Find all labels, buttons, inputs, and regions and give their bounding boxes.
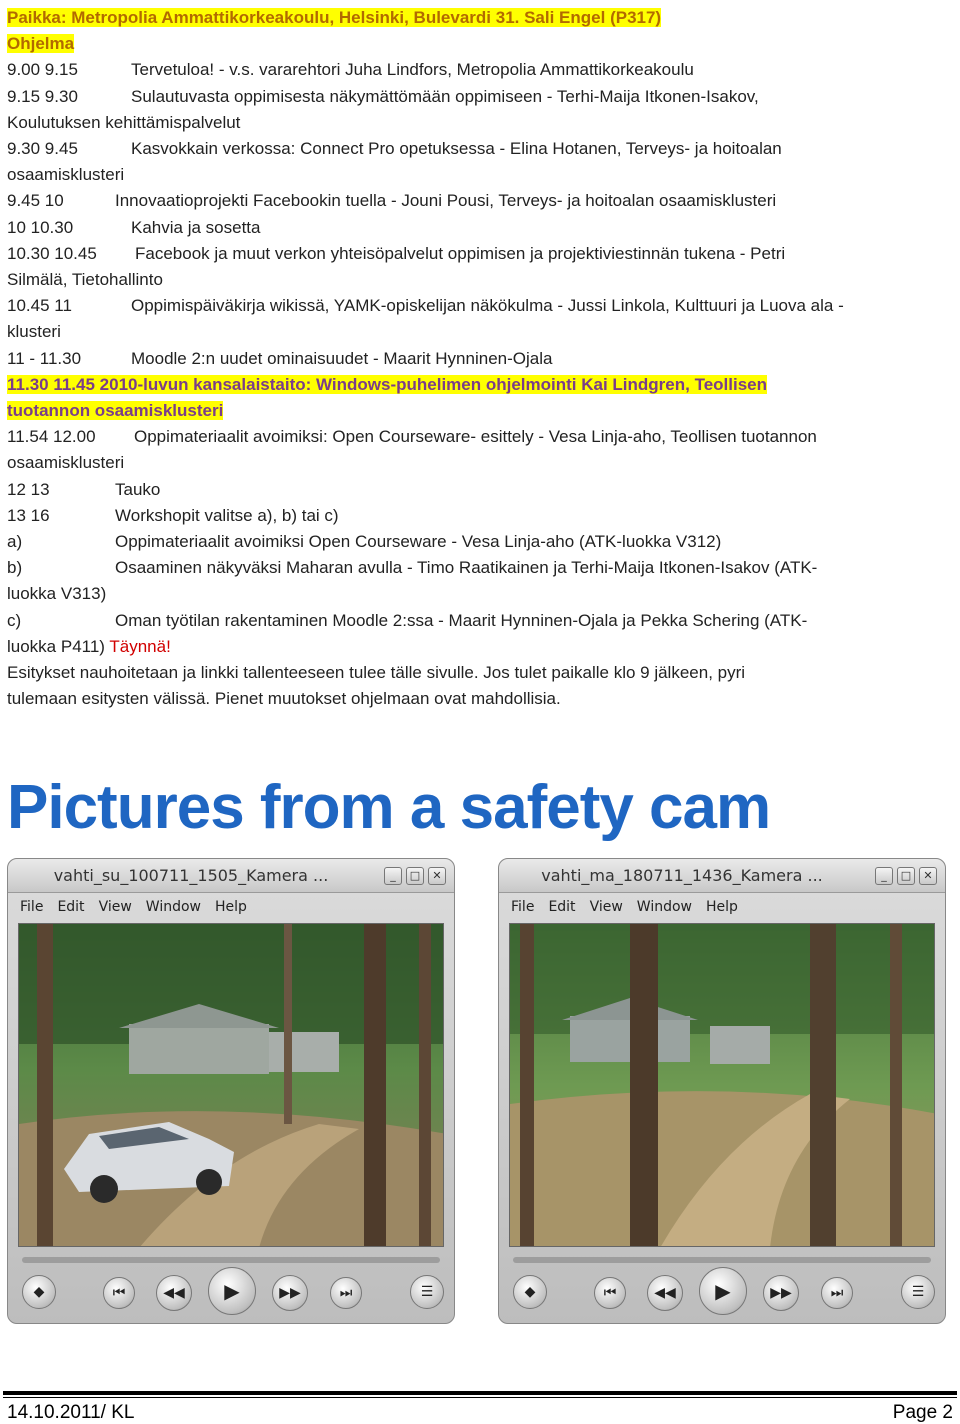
- window-title: vahti_ma_180711_1436_Kamera ...: [541, 866, 823, 885]
- menu-help[interactable]: Help: [706, 899, 738, 915]
- window-title: vahti_su_100711_1505_Kamera ...: [53, 866, 329, 885]
- agenda-item-cont: osaamisklusteri: [7, 453, 125, 473]
- agenda-item-cont: luokka V313): [7, 584, 107, 604]
- agenda-item-cont: osaamisklusteri: [7, 165, 125, 185]
- full-badge: Täynnä!: [109, 636, 171, 656]
- forest-scene: [510, 924, 935, 1247]
- options-icon[interactable]: ☰: [901, 1275, 935, 1309]
- highlight-item-cont: tuotannon osaamisklusteri: [7, 401, 224, 421]
- previous-icon[interactable]: ⏮: [594, 1277, 626, 1309]
- playback-controls: [8, 1251, 454, 1323]
- forest-scene: [19, 924, 444, 1247]
- next-icon[interactable]: ⏭: [821, 1277, 853, 1309]
- menu-help[interactable]: Help: [215, 899, 247, 915]
- close-icon[interactable]: ✕: [919, 867, 937, 885]
- agenda: [7, 5, 955, 712]
- agenda-item-cont: klusteri: [7, 322, 61, 342]
- agenda-item: a) Oppimateriaalit avoimiksi Open Courseware - Vesa Linja-aho (ATK-luokka V312): [7, 532, 722, 552]
- timeline-slider[interactable]: [22, 1257, 440, 1263]
- menu-window[interactable]: Window: [145, 899, 201, 915]
- play-icon[interactable]: ▶: [208, 1267, 256, 1315]
- video-player-window: [498, 858, 946, 1324]
- window-titlebar: [8, 859, 454, 893]
- agenda-item: 11 - 11.30 Moodle 2:n uudet ominaisuudet - Maarit Hynninen-Ojala: [7, 348, 553, 368]
- menu-view[interactable]: View: [589, 899, 623, 915]
- agenda-item: 10.30 10.45 Facebook ja muut verkon yhteisöpalvelut oppimisen ja projektiviestinnän tukena - Petri: [7, 243, 786, 263]
- menu-bar: [8, 895, 454, 919]
- agenda-item: 9.30 9.45 Kasvokkain verkossa: Connect Pro opetuksessa - Elina Hotanen, Terveys- ja hoitoalan: [7, 139, 782, 159]
- fast-forward-icon[interactable]: ▶▶: [272, 1275, 308, 1311]
- note-text: tulemaan esitysten välissä. Pienet muutokset ohjelmaan ovat mahdollisia.: [7, 689, 561, 709]
- agenda-item: b) Osaaminen näkyväksi Maharan avulla - Timo Raatikainen ja Terhi-Maija Itkonen-Isakov (ATK-: [7, 558, 818, 578]
- timeline-slider[interactable]: [513, 1257, 931, 1263]
- menu-file[interactable]: File: [20, 899, 44, 915]
- menu-bar: [499, 895, 945, 919]
- agenda-item-cont: luokka P411) Täynnä!: [7, 636, 171, 656]
- menu-file[interactable]: File: [511, 899, 535, 915]
- rewind-icon[interactable]: ◀◀: [647, 1275, 683, 1311]
- menu-edit[interactable]: Edit: [548, 899, 576, 915]
- agenda-item: 13 16 Workshopit valitse a), b) tai c): [7, 505, 339, 525]
- camera-image: [509, 923, 935, 1247]
- camera-image: [18, 923, 444, 1247]
- agenda-item: 10.45 11 Oppimispäiväkirja wikissä, YAMK-opiskelijan näkökulma - Jussi Linkola, Kulttuuri ja Luova ala -: [7, 296, 844, 316]
- highlight-item: 11.30 11.45 2010-luvun kansalaistaito: Windows-puhelimen ohjelmointi Kai Lindgren, Teollisen: [7, 374, 768, 394]
- close-icon[interactable]: ✕: [428, 867, 446, 885]
- maximize-icon[interactable]: □: [897, 867, 915, 885]
- options-icon[interactable]: ☰: [410, 1275, 444, 1309]
- fast-forward-icon[interactable]: ▶▶: [763, 1275, 799, 1311]
- agenda-item: 9.00 9.15 Tervetuloa! - v.s. vararehtori Juha Lindfors, Metropolia Ammattikorkeakoulu: [7, 60, 694, 80]
- video-player-window: [7, 858, 455, 1324]
- playback-controls: [499, 1251, 945, 1323]
- previous-icon[interactable]: ⏮: [103, 1277, 135, 1309]
- maximize-icon[interactable]: □: [406, 867, 424, 885]
- page-number: Page 2: [892, 1402, 953, 1423]
- window-titlebar: [499, 859, 945, 893]
- footer-divider: [3, 1391, 957, 1395]
- agenda-item: 9.45 10 Innovaatioprojekti Facebookin tuella - Jouni Pousi, Terveys- ja hoitoalan osaamisklusteri: [7, 191, 777, 211]
- footer-date: 14.10.2011/ KL: [7, 1402, 135, 1423]
- next-icon[interactable]: ⏭: [330, 1277, 362, 1309]
- agenda-item: 10 10.30 Kahvia ja sosetta: [7, 217, 261, 237]
- volume-icon[interactable]: ◆: [22, 1275, 56, 1309]
- menu-view[interactable]: View: [98, 899, 132, 915]
- agenda-item-cont: Koulutuksen kehittämispalvelut: [7, 112, 241, 132]
- agenda-item: 9.15 9.30 Sulautuvasta oppimisesta näkymättömään oppimiseen - Terhi-Maija Itkonen-Isakov,: [7, 86, 759, 106]
- section-title: Pictures from a safety cam: [7, 773, 771, 842]
- minimize-icon[interactable]: _: [875, 867, 893, 885]
- rewind-icon[interactable]: ◀◀: [156, 1275, 192, 1311]
- agenda-item: 11.54 12.00 Oppimateriaalit avoimiksi: Open Courseware- esittely - Vesa Linja-aho, Teollisen tuotannon: [7, 427, 817, 447]
- menu-window[interactable]: Window: [636, 899, 692, 915]
- menu-edit[interactable]: Edit: [57, 899, 85, 915]
- agenda-item: c) Oman työtilan rakentaminen Moodle 2:ssa - Maarit Hynninen-Ojala ja Pekka Schering (ATK-: [7, 610, 808, 630]
- program-heading: Ohjelma: [7, 34, 75, 54]
- agenda-item: 12 13 Tauko: [7, 479, 161, 499]
- venue-line: Paikka: Metropolia Ammattikorkeakoulu, Helsinki, Bulevardi 31. Sali Engel (P317): [7, 8, 662, 27]
- volume-icon[interactable]: ◆: [513, 1275, 547, 1309]
- minimize-icon[interactable]: _: [384, 867, 402, 885]
- play-icon[interactable]: ▶: [699, 1267, 747, 1315]
- agenda-item-cont: Silmälä, Tietohallinto: [7, 270, 163, 290]
- footer-divider: [3, 1397, 957, 1398]
- note-text: Esitykset nauhoitetaan ja linkki tallenteeseen tulee tälle sivulle. Jos tulet paikalle klo 9 jälkeen, pyri: [7, 663, 746, 683]
